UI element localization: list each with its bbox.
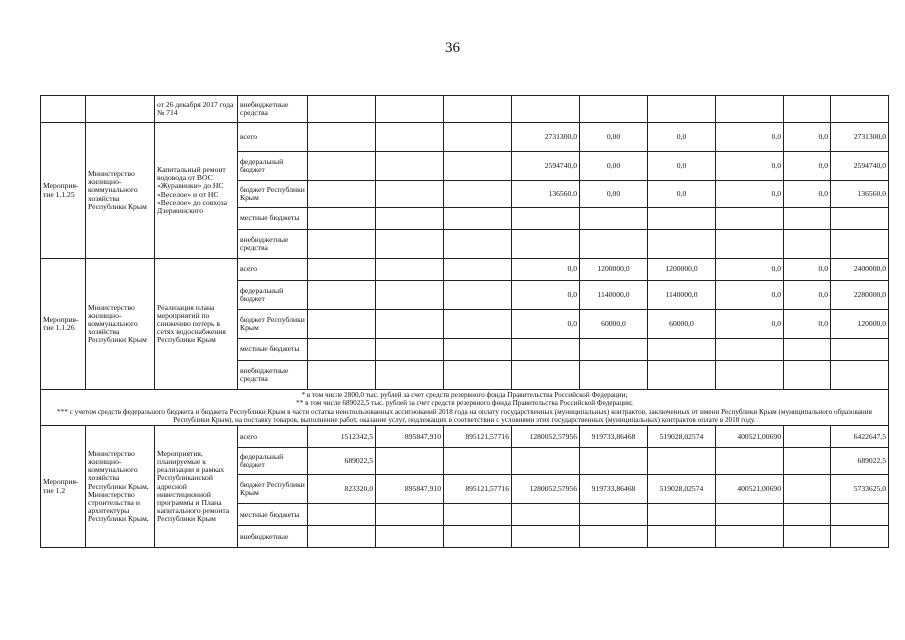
value-cell: 1280052,57956	[512, 475, 580, 504]
activity-cell: Капитальный ремонт водовода от ВОС «Журавинки» до НС «Веселое» и от НС «Веселое» до совхоза Дзержинского	[155, 123, 238, 259]
value-cell: 6422647,5	[831, 426, 889, 448]
value-cell: 5733625,0	[831, 475, 889, 504]
value-cell	[308, 504, 376, 526]
value-cell	[648, 526, 716, 548]
value-cell	[376, 96, 444, 123]
value-cell	[444, 259, 512, 281]
value-cell: 0,0	[784, 281, 831, 310]
value-cell	[308, 96, 376, 123]
value-cell: 1140000,0	[648, 281, 716, 310]
value-cell	[308, 181, 376, 208]
value-cell	[308, 526, 376, 548]
value-cell	[444, 230, 512, 259]
value-cell	[831, 230, 889, 259]
value-cell	[716, 339, 784, 361]
value-cell	[308, 152, 376, 181]
value-cell	[784, 526, 831, 548]
value-cell	[444, 526, 512, 548]
footnote: ** в том числе 689022,5 тыс. рублей за счет средств резервного фонда Правительства Российской Федерации;	[296, 399, 633, 408]
value-cell: 519028,02574	[648, 426, 716, 448]
table-row	[41, 123, 889, 152]
value-cell	[308, 310, 376, 339]
value-cell	[376, 526, 444, 548]
value-cell: 1512342,5	[308, 426, 376, 448]
value-cell: 0,00	[580, 181, 648, 208]
value-cell	[444, 152, 512, 181]
value-cell	[376, 361, 444, 390]
value-cell	[444, 448, 512, 475]
value-cell	[580, 448, 648, 475]
funding-source-cell: внебюджетные	[238, 526, 308, 548]
value-cell	[831, 96, 889, 123]
value-cell	[831, 361, 889, 390]
value-cell: 136560,0	[831, 181, 889, 208]
value-cell	[784, 339, 831, 361]
value-cell	[648, 208, 716, 230]
value-cell	[648, 504, 716, 526]
value-cell	[308, 208, 376, 230]
value-cell	[784, 361, 831, 390]
measure-cell: Мероприя-тие 1.1.26	[41, 259, 86, 390]
value-cell	[716, 526, 784, 548]
value-cell	[784, 230, 831, 259]
value-cell: 0,0	[648, 123, 716, 152]
value-cell	[444, 310, 512, 339]
page-number: 36	[445, 40, 460, 56]
value-cell	[784, 96, 831, 123]
value-cell	[648, 339, 716, 361]
value-cell	[784, 426, 831, 448]
responsible-cell: Министерство жилищно-коммунального хозяйства Республики Крым	[86, 123, 155, 259]
value-cell	[376, 208, 444, 230]
value-cell	[784, 448, 831, 475]
value-cell	[580, 230, 648, 259]
value-cell	[376, 310, 444, 339]
value-cell	[512, 526, 580, 548]
value-cell	[580, 526, 648, 548]
value-cell: 689022,5	[831, 448, 889, 475]
value-cell: 400521,00690	[716, 475, 784, 504]
value-cell: 689022,5	[308, 448, 376, 475]
value-cell: 1140000,0	[580, 281, 648, 310]
value-cell: 2400000,0	[831, 259, 889, 281]
value-cell: 0,0	[648, 152, 716, 181]
value-cell	[716, 448, 784, 475]
value-cell: 2731300,0	[831, 123, 889, 152]
value-cell: 1200000,0	[648, 259, 716, 281]
value-cell	[376, 259, 444, 281]
value-cell: 2731300,0	[512, 123, 580, 152]
value-cell	[716, 361, 784, 390]
value-cell	[444, 281, 512, 310]
funding-source-cell: внебюджетные средства	[238, 230, 308, 259]
value-cell: 0,0	[716, 181, 784, 208]
responsible-cell	[86, 96, 155, 123]
value-cell	[512, 230, 580, 259]
value-cell	[512, 208, 580, 230]
value-cell: 0,0	[716, 152, 784, 181]
value-cell: 0,0	[648, 181, 716, 208]
value-cell	[580, 361, 648, 390]
value-cell	[444, 339, 512, 361]
funding-source-cell: федеральный бюджет	[238, 448, 308, 475]
funding-source-cell: внебюджетные средства	[238, 96, 308, 123]
funding-source-cell: местные бюджеты	[238, 504, 308, 526]
value-cell: 823320,0	[308, 475, 376, 504]
value-cell: 0,0	[784, 123, 831, 152]
value-cell: 2280000,0	[831, 281, 889, 310]
value-cell	[376, 281, 444, 310]
value-cell: 0,0	[716, 259, 784, 281]
value-cell	[308, 339, 376, 361]
funding-source-cell: бюджет Республики Крым	[238, 181, 308, 208]
value-cell: 895847,910	[376, 426, 444, 448]
table-row	[41, 426, 889, 448]
value-cell: 2594740,0	[831, 152, 889, 181]
value-cell: 0,0	[784, 310, 831, 339]
value-cell	[831, 504, 889, 526]
value-cell: 136560,0	[512, 181, 580, 208]
value-cell	[376, 339, 444, 361]
value-cell: 2594740,0	[512, 152, 580, 181]
value-cell	[308, 259, 376, 281]
table-row	[41, 259, 889, 281]
funding-source-cell: федеральный бюджет	[238, 281, 308, 310]
value-cell	[376, 123, 444, 152]
value-cell	[716, 208, 784, 230]
measure-cell: Мероприя-тие 1.1.25	[41, 123, 86, 259]
value-cell	[512, 96, 580, 123]
value-cell: 0,0	[512, 259, 580, 281]
value-cell	[376, 152, 444, 181]
value-cell	[512, 361, 580, 390]
footnote: *** с учетом средств федерального бюджета и бюджета Республики Крым в части остатка неиспользованных ассигнований 2018 года на оплату государственных (муниципальных) контрактов, заключенных от имени Республики Крым (муниципального образования Республики Крым), на поставку товаров, выполнение работ, оказание услуг, подлежащих в соответствии с условиями этих государственных (муниципальных) контрактов оплате в 2018 году.	[57, 407, 872, 424]
funding-source-cell: местные бюджеты	[238, 208, 308, 230]
funding-source-cell: местные бюджеты	[238, 339, 308, 361]
value-cell	[512, 448, 580, 475]
value-cell: 0,00	[580, 123, 648, 152]
value-cell	[512, 504, 580, 526]
value-cell	[784, 504, 831, 526]
funding-source-cell: всего	[238, 259, 308, 281]
value-cell	[512, 339, 580, 361]
value-cell: 0,0	[784, 181, 831, 208]
value-cell	[831, 339, 889, 361]
value-cell	[376, 230, 444, 259]
funding-source-cell: всего	[238, 426, 308, 448]
value-cell: 0,0	[716, 123, 784, 152]
value-cell	[580, 504, 648, 526]
value-cell: 400521,00690	[716, 426, 784, 448]
value-cell	[308, 281, 376, 310]
value-cell	[580, 339, 648, 361]
value-cell	[376, 181, 444, 208]
value-cell	[716, 504, 784, 526]
activity-cell: от 26 декабря 2017 года № 714	[155, 96, 238, 123]
value-cell	[376, 504, 444, 526]
value-cell	[308, 123, 376, 152]
value-cell: 0,0	[512, 281, 580, 310]
value-cell: 0,0	[784, 259, 831, 281]
footnote: * в том числе 2800,0 тыс. рублей за счет средств резервного фонда Правительства Российской Федерации;	[301, 391, 628, 399]
value-cell: 895121,57716	[444, 475, 512, 504]
value-cell: 60000,0	[648, 310, 716, 339]
value-cell	[444, 96, 512, 123]
value-cell	[308, 361, 376, 390]
value-cell	[784, 208, 831, 230]
activity-cell: Мероприятия, планируемые к реализации в рамках Республиканской адресной инвестиционной программы и Плана капитального ремонта Республики Крым	[155, 426, 238, 548]
value-cell	[716, 230, 784, 259]
funding-source-cell: бюджет Республики Крым	[238, 475, 308, 504]
value-cell: 895847,910	[376, 475, 444, 504]
value-cell	[648, 448, 716, 475]
table-row	[41, 96, 889, 123]
value-cell	[648, 96, 716, 123]
value-cell	[831, 526, 889, 548]
value-cell: 919733,86468	[580, 426, 648, 448]
budget-table	[40, 95, 889, 548]
value-cell: 0,0	[512, 310, 580, 339]
value-cell	[716, 96, 784, 123]
value-cell	[648, 361, 716, 390]
value-cell: 0,0	[716, 310, 784, 339]
funding-source-cell: всего	[238, 123, 308, 152]
funding-source-cell: внебюджетные средства	[238, 361, 308, 390]
value-cell	[648, 230, 716, 259]
value-cell: 0,00	[580, 152, 648, 181]
value-cell: 895121,57716	[444, 426, 512, 448]
funding-source-cell: бюджет Республики Крым	[238, 310, 308, 339]
value-cell: 0,0	[784, 152, 831, 181]
value-cell: 0,0	[716, 281, 784, 310]
value-cell	[308, 230, 376, 259]
value-cell	[784, 475, 831, 504]
responsible-cell: Министерство жилищно-коммунального хозяйства Республики Крым, Министерство строительства и архитектуры Республики Крым,	[86, 426, 155, 548]
value-cell: 60000,0	[580, 310, 648, 339]
responsible-cell: Министерство жилищно-коммунального хозяйства Республики Крым	[86, 259, 155, 390]
notes-row	[41, 390, 889, 426]
value-cell	[444, 181, 512, 208]
measure-cell	[41, 96, 86, 123]
value-cell	[444, 123, 512, 152]
value-cell	[580, 208, 648, 230]
value-cell	[444, 208, 512, 230]
measure-cell: Мероприя-тие 1.2	[41, 426, 86, 548]
value-cell: 1200000,0	[580, 259, 648, 281]
value-cell	[376, 448, 444, 475]
value-cell: 519028,02574	[648, 475, 716, 504]
funding-source-cell: федеральный бюджет	[238, 152, 308, 181]
value-cell	[444, 361, 512, 390]
value-cell: 120000,0	[831, 310, 889, 339]
value-cell: 1280052,57956	[512, 426, 580, 448]
value-cell	[831, 208, 889, 230]
value-cell	[444, 504, 512, 526]
value-cell: 919733,86468	[580, 475, 648, 504]
value-cell	[580, 96, 648, 123]
footnotes-cell	[41, 390, 889, 426]
activity-cell: Реализация плана мероприятий по снижению потерь в сетях водоснабжения Республики Крым	[155, 259, 238, 390]
